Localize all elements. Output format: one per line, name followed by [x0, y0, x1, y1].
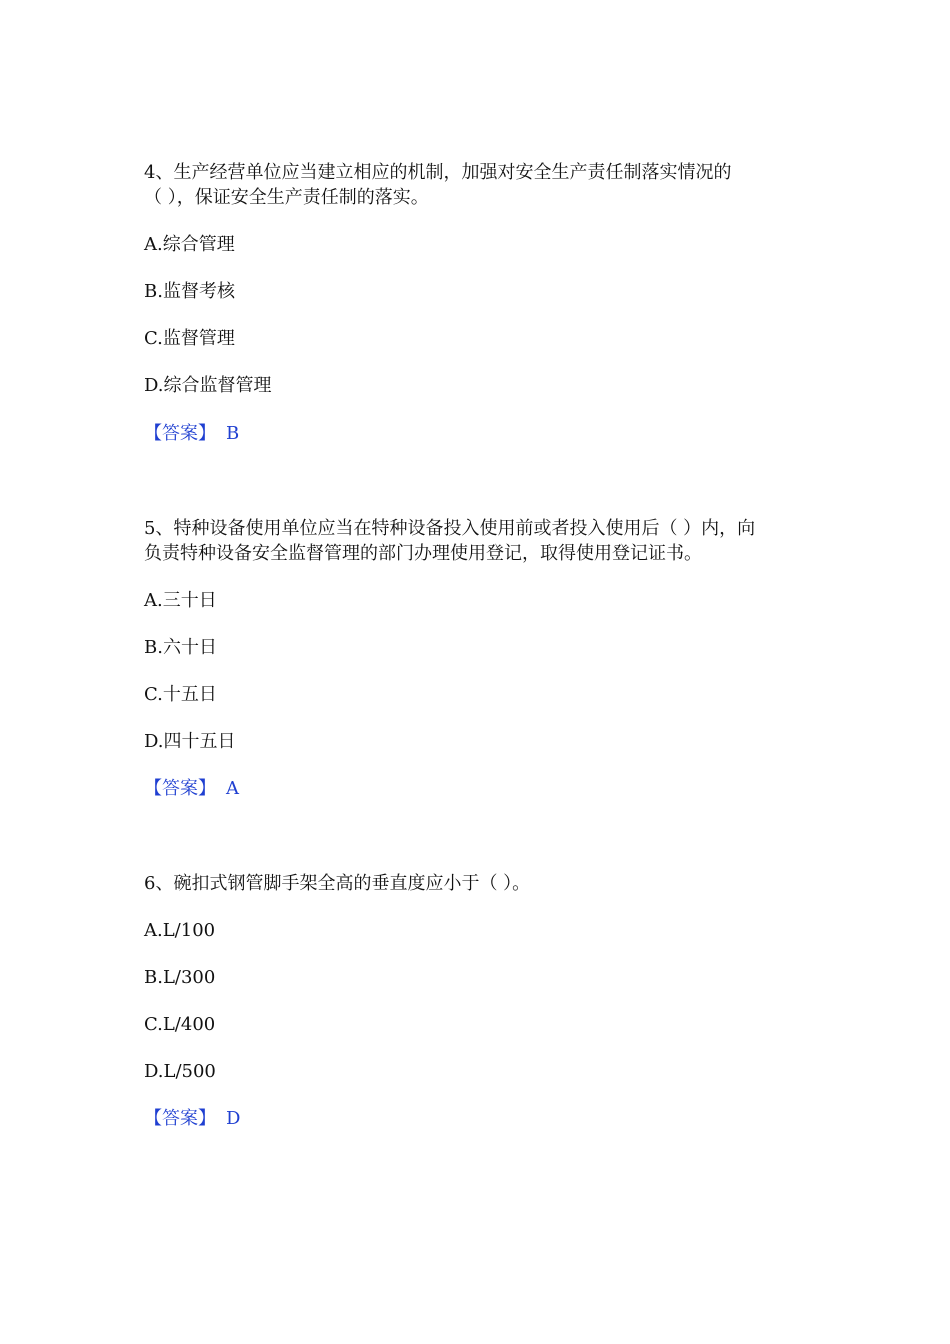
option-b: B.L/300: [144, 967, 216, 988]
option-c: C.监督管理: [144, 328, 235, 349]
answer-label: 【答案】: [144, 1108, 216, 1129]
option-d: D.综合监督管理: [144, 375, 272, 396]
question-stem-line: 5、特种设备使用单位应当在特种设备投入使用前或者投入使用后（ ）内，向: [144, 518, 756, 539]
answer-label: 【答案】: [144, 778, 216, 799]
answer-label: 【答案】: [144, 423, 216, 444]
option-c: C.L/400: [144, 1014, 216, 1035]
question-stem-line: 4、生产经营单位应当建立相应的机制，加强对安全生产责任制落实情况的: [144, 162, 732, 183]
option-c: C.十五日: [144, 684, 217, 705]
option-d: D.L/500: [144, 1061, 216, 1082]
option-b: B.六十日: [144, 637, 217, 658]
answer-line: [144, 1107, 240, 1131]
option-b: B.监督考核: [144, 281, 235, 302]
question-stem-line: 6、碗扣式钢管脚手架全高的垂直度应小于（ ）。: [144, 873, 531, 894]
answer-value: B: [226, 423, 240, 444]
option-a: A.L/100: [144, 920, 216, 941]
answer-line: [144, 777, 239, 801]
option-d: D.四十五日: [144, 731, 236, 752]
answer-value: D: [226, 1108, 241, 1129]
question-stem-line: 负责特种设备安全监督管理的部门办理使用登记，取得使用登记证书。: [144, 543, 702, 564]
question-stem-line: （ ），保证安全生产责任制的落实。: [144, 187, 429, 208]
answer-line: [144, 422, 239, 446]
option-a: A.综合管理: [144, 234, 235, 255]
option-a: A.三十日: [144, 590, 217, 611]
answer-value: A: [226, 778, 239, 799]
